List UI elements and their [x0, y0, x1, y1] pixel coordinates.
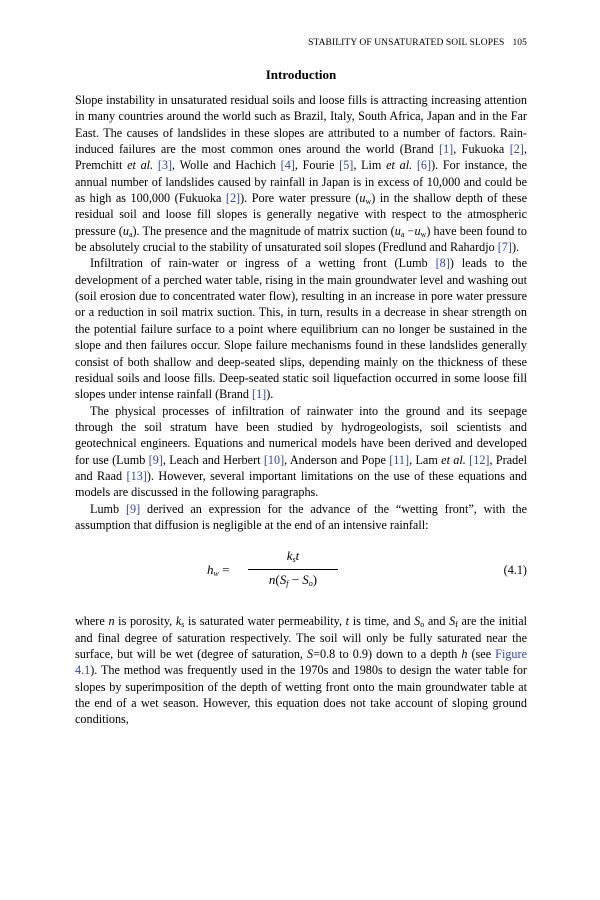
citation-link[interactable]: [1] — [439, 142, 454, 157]
fraction-bar — [248, 569, 338, 570]
paragraph-3: The physical processes of infiltration of rainwater into the ground and its seepage through the soil stratum have been studied by hydrogeologists, soil scientists and geotechnical engineers. Equations and numerical models have been derived and developed for use (Lumb [9], Leach and Herbert [10], Anderson and Pope [11], Lam et al. [12], Pradel and Raad [13]). However, several important limitations on the use of these equations and models are discussed in the following paragraphs. — [75, 403, 528, 500]
equation-4-1 — [75, 543, 527, 605]
citation-link[interactable]: [3] — [157, 158, 173, 173]
equation-lhs: $h_w$ = — [207, 562, 230, 579]
figure-link[interactable]: Figure 4.1 — [75, 646, 527, 678]
equation-denominator: $n(S_f - S_o)$ — [268, 572, 318, 589]
citation-link[interactable]: [7] — [497, 240, 512, 255]
citation-link[interactable]: [1] — [252, 387, 267, 402]
equation-number: (4.1) — [503, 563, 527, 578]
equation-numerator: $k_st$ — [286, 548, 300, 565]
citation-link[interactable]: [9] — [148, 452, 163, 467]
citation-link[interactable]: [8] — [435, 256, 450, 271]
citation-link[interactable]: [12] — [469, 452, 490, 467]
paragraph-1: Slope instability in unsaturated residual soils and loose fills is attracting increasing attention in many countries around the world such as Brazil, Italy, South Africa, Japan and in the Far East. The causes of landslides in these slopes are attributed to a number of factors. Rain- induced failures are the most common ones around the world (Brand [1], Fukuoka [2], Premchitt et al. [3], Wolle and Hachich [4], Fourie [5], Lim et al. [6]). For instance, the annual number of landslides caused by rainfall in Japan is in excess of 10,000 and could be as high as 100,000 (Fukuoka [2]). Pore water pressure $(u_w)$ in the shallow depth of these residual soil and loose fill slopes is generally negative with respect to the atmospheric pressure $(u_a)$. The presence and the magnitude of matrix suction $(u_a -u_w)$ have been found to be absolutely crucial to the stability of unsaturated soil slopes (Fredlund and Rahardjo [7]). — [75, 93, 528, 255]
citation-link[interactable]: [4] — [280, 158, 295, 173]
paragraph-2: Infiltration of rain-water or ingress of a wetting front (Lumb [8]) leads to the development of a perched water table, rising in the main groundwater level and washing out (soil erosion due to concentrated water flow), resulting in an increase in pore water pressure or a reduction in soil matrix suction. This, in turn, results in a decrease in shear strength on the potential failure surface to a point where equilibrium can no longer be sustained in the slope and then failures occur. Slope failure mechanisms found in these landslides generally consist of both shallow and deep-seated slips, depending mainly on the thickness of these residual soils and loose fills. Deep-seated static soil liquefaction occurred in some loose fill slopes under intense rainfall (Brand [1]). — [75, 256, 527, 402]
running-title: STABILITY OF UNSATURATED SOIL SLOPES — [308, 38, 505, 48]
citation-link[interactable]: [6] — [416, 158, 432, 173]
section-title: Introduction — [265, 67, 337, 82]
paragraph-5: where n is porosity, $k_s$ is saturated water permeability, t is time, and $S_o$ and $S_f$ are the initial and final degree of saturation respectively. The soil will only be fully saturated near the surface, but will be wet (degree of saturation, S=0.8 to 0.9) down to a depth h (see Figure 4.1). The method was frequently used in the 1970s and 1980s to design the water table for slopes by superimposition of the depth of wetting front onto the main groundwater table at the end of a wet season. However, this equation does not take account of sloping ground conditions, — [75, 614, 528, 727]
running-header — [308, 38, 527, 48]
page-number: 105 — [512, 38, 527, 48]
equation-fraction — [248, 548, 338, 588]
citation-link[interactable]: [13] — [126, 468, 147, 483]
citation-link[interactable]: [11] — [389, 452, 410, 467]
citation-link[interactable]: [2] — [509, 142, 524, 157]
citation-link[interactable]: [10] — [263, 452, 285, 467]
citation-link[interactable]: [5] — [339, 158, 354, 173]
citation-link[interactable]: [2] — [225, 191, 241, 206]
citation-link[interactable]: [9] — [125, 501, 141, 516]
body-text — [75, 92, 527, 728]
paragraph-4: Lumb [9] derived an expression for the advance of the “wetting front”, with the assumption that diffusion is negligible at the end of an intensive rainfall: — [75, 501, 527, 532]
